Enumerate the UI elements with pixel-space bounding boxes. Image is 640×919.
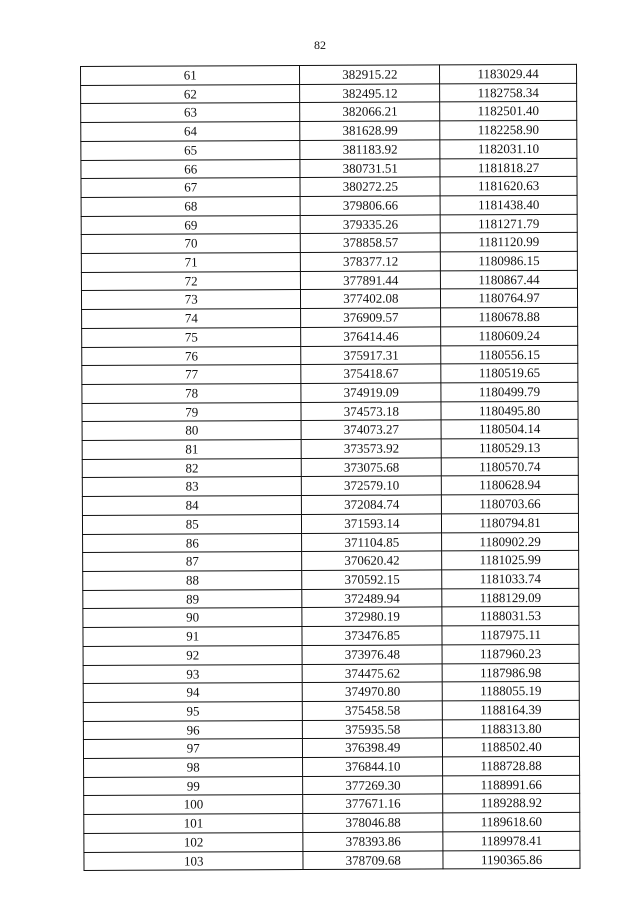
table-row bbox=[82, 345, 578, 366]
x-coordinate-cell: 372084.74 bbox=[302, 495, 442, 514]
point-number-cell: 72 bbox=[81, 271, 301, 291]
table-row bbox=[84, 794, 580, 815]
point-number-cell: 69 bbox=[81, 215, 301, 235]
point-number-cell: 90 bbox=[83, 608, 303, 628]
point-number-cell: 80 bbox=[82, 421, 302, 441]
point-number-cell: 100 bbox=[84, 795, 304, 815]
point-number-cell: 102 bbox=[84, 832, 304, 852]
y-coordinate-cell: 1180504.14 bbox=[441, 420, 578, 439]
table-row bbox=[81, 270, 577, 291]
y-coordinate-cell: 1187986.98 bbox=[442, 663, 579, 682]
point-number-cell: 61 bbox=[81, 66, 301, 86]
point-number-cell: 86 bbox=[83, 533, 303, 553]
point-number-cell: 91 bbox=[83, 627, 303, 647]
x-coordinate-cell: 379806.66 bbox=[301, 196, 441, 215]
x-coordinate-cell: 378858.57 bbox=[301, 233, 441, 252]
x-coordinate-cell: 378377.12 bbox=[301, 252, 441, 271]
y-coordinate-cell: 1180867.44 bbox=[441, 270, 578, 289]
y-coordinate-cell: 1180609.24 bbox=[441, 326, 578, 345]
x-coordinate-cell: 382495.12 bbox=[300, 84, 440, 103]
x-coordinate-cell: 376398.49 bbox=[303, 738, 443, 757]
x-coordinate-cell: 374073.27 bbox=[301, 420, 441, 439]
y-coordinate-cell: 1188313.80 bbox=[443, 719, 580, 738]
point-number-cell: 97 bbox=[83, 739, 303, 759]
y-coordinate-cell: 1188031.53 bbox=[442, 607, 579, 626]
table-row bbox=[81, 214, 577, 235]
table-row bbox=[81, 251, 577, 272]
table-row bbox=[82, 326, 578, 347]
x-coordinate-cell: 372489.94 bbox=[302, 589, 442, 608]
y-coordinate-cell: 1180495.80 bbox=[441, 401, 578, 420]
y-coordinate-cell: 1189288.92 bbox=[443, 794, 580, 813]
x-coordinate-cell: 370592.15 bbox=[302, 570, 442, 589]
table-row bbox=[83, 625, 579, 646]
x-coordinate-cell: 376414.46 bbox=[301, 327, 441, 346]
x-coordinate-cell: 378046.88 bbox=[303, 813, 443, 832]
table-row bbox=[84, 775, 580, 796]
table-row bbox=[83, 569, 579, 590]
table-row bbox=[83, 607, 579, 628]
x-coordinate-cell: 375418.67 bbox=[301, 364, 441, 383]
x-coordinate-cell: 374475.62 bbox=[303, 663, 443, 682]
x-coordinate-cell: 381183.92 bbox=[300, 140, 440, 159]
point-number-cell: 64 bbox=[81, 122, 301, 142]
table-row bbox=[82, 457, 578, 478]
table-row bbox=[83, 719, 579, 740]
y-coordinate-cell: 1182501.40 bbox=[440, 102, 577, 121]
y-coordinate-cell: 1188164.39 bbox=[442, 700, 579, 719]
point-number-cell: 65 bbox=[81, 140, 301, 160]
table-row bbox=[82, 513, 578, 534]
y-coordinate-cell: 1181025.99 bbox=[442, 551, 579, 570]
table-row bbox=[83, 682, 579, 703]
point-number-cell: 95 bbox=[83, 701, 303, 721]
x-coordinate-cell: 373075.68 bbox=[302, 458, 442, 477]
point-number-cell: 87 bbox=[83, 552, 303, 572]
point-number-cell: 98 bbox=[84, 758, 304, 778]
x-coordinate-cell: 378393.86 bbox=[303, 832, 443, 851]
point-number-cell: 85 bbox=[82, 514, 302, 534]
x-coordinate-cell: 374919.09 bbox=[301, 383, 441, 402]
point-number-cell: 79 bbox=[82, 402, 302, 422]
x-coordinate-cell: 371104.85 bbox=[302, 533, 442, 552]
table-row bbox=[81, 120, 577, 141]
table-row bbox=[81, 177, 577, 198]
table-body bbox=[81, 64, 581, 870]
x-coordinate-cell: 373476.85 bbox=[302, 626, 442, 645]
x-coordinate-cell: 377891.44 bbox=[301, 271, 441, 290]
point-number-cell: 99 bbox=[84, 776, 304, 796]
x-coordinate-cell: 375917.31 bbox=[301, 345, 441, 364]
table-row bbox=[81, 139, 577, 160]
table-row bbox=[83, 663, 579, 684]
y-coordinate-cell: 1180678.88 bbox=[441, 307, 578, 326]
y-coordinate-cell: 1181120.99 bbox=[440, 233, 577, 252]
table-row bbox=[82, 476, 578, 497]
point-number-cell: 68 bbox=[81, 196, 301, 216]
y-coordinate-cell: 1180794.81 bbox=[442, 513, 579, 532]
x-coordinate-cell: 377269.30 bbox=[303, 776, 443, 795]
y-coordinate-cell: 1188728.88 bbox=[443, 756, 580, 775]
table-row bbox=[82, 495, 578, 516]
x-coordinate-cell: 376844.10 bbox=[303, 757, 443, 776]
table-row bbox=[82, 401, 578, 422]
point-number-cell: 77 bbox=[82, 365, 302, 385]
point-number-cell: 66 bbox=[81, 159, 301, 179]
point-number-cell: 67 bbox=[81, 178, 301, 198]
x-coordinate-cell: 375935.58 bbox=[303, 720, 443, 739]
x-coordinate-cell: 382066.21 bbox=[300, 102, 440, 121]
y-coordinate-cell: 1190365.86 bbox=[443, 850, 580, 869]
y-coordinate-cell: 1182758.34 bbox=[440, 83, 577, 102]
y-coordinate-cell: 1180902.29 bbox=[442, 532, 579, 551]
y-coordinate-cell: 1181271.79 bbox=[440, 214, 577, 233]
table-row bbox=[83, 738, 579, 759]
y-coordinate-cell: 1180499.79 bbox=[441, 382, 578, 401]
table-row bbox=[82, 307, 578, 328]
point-number-cell: 89 bbox=[83, 589, 303, 609]
y-coordinate-cell: 1189978.41 bbox=[443, 831, 580, 850]
point-number-cell: 62 bbox=[81, 84, 301, 104]
table-row bbox=[81, 64, 577, 85]
x-coordinate-cell: 381628.99 bbox=[300, 121, 440, 140]
y-coordinate-cell: 1180986.15 bbox=[441, 251, 578, 270]
y-coordinate-cell: 1180529.13 bbox=[441, 438, 578, 457]
table-row bbox=[82, 382, 578, 403]
y-coordinate-cell: 1180519.65 bbox=[441, 364, 578, 383]
x-coordinate-cell: 380731.51 bbox=[300, 158, 440, 177]
point-number-cell: 101 bbox=[84, 814, 304, 834]
y-coordinate-cell: 1187975.11 bbox=[442, 625, 579, 644]
x-coordinate-cell: 380272.25 bbox=[300, 177, 440, 196]
x-coordinate-cell: 379335.26 bbox=[301, 215, 441, 234]
point-number-cell: 96 bbox=[83, 720, 303, 740]
point-number-cell: 76 bbox=[82, 346, 302, 366]
x-coordinate-cell: 372980.19 bbox=[302, 607, 442, 626]
table-row bbox=[82, 438, 578, 459]
x-coordinate-cell: 382915.22 bbox=[300, 65, 440, 84]
y-coordinate-cell: 1183029.44 bbox=[440, 64, 577, 83]
point-number-cell: 63 bbox=[81, 103, 301, 123]
point-number-cell: 75 bbox=[82, 327, 302, 347]
point-number-cell: 78 bbox=[82, 383, 302, 403]
point-number-cell: 73 bbox=[81, 290, 301, 310]
x-coordinate-cell: 371593.14 bbox=[302, 514, 442, 533]
y-coordinate-cell: 1188502.40 bbox=[443, 738, 580, 757]
table-row bbox=[82, 420, 578, 441]
x-coordinate-cell: 373976.48 bbox=[302, 645, 442, 664]
table-row bbox=[81, 195, 577, 216]
point-number-cell: 93 bbox=[83, 664, 303, 684]
x-coordinate-cell: 374573.18 bbox=[301, 402, 441, 421]
point-number-cell: 94 bbox=[83, 683, 303, 703]
x-coordinate-cell: 377402.08 bbox=[301, 289, 441, 308]
x-coordinate-cell: 374970.80 bbox=[303, 682, 443, 701]
x-coordinate-cell: 375458.58 bbox=[303, 701, 443, 720]
x-coordinate-cell: 378709.68 bbox=[303, 850, 443, 869]
y-coordinate-cell: 1180628.94 bbox=[441, 476, 578, 495]
table-row bbox=[83, 588, 579, 609]
y-coordinate-cell: 1188129.09 bbox=[442, 588, 579, 607]
y-coordinate-cell: 1181033.74 bbox=[442, 569, 579, 588]
page-number: 82 bbox=[314, 38, 326, 52]
table-row bbox=[83, 700, 579, 721]
table-row bbox=[83, 532, 579, 553]
point-number-cell: 103 bbox=[84, 851, 304, 871]
y-coordinate-cell: 1182031.10 bbox=[440, 139, 577, 158]
table-row bbox=[81, 289, 577, 310]
table-row bbox=[82, 364, 578, 385]
point-number-cell: 71 bbox=[81, 253, 301, 273]
table-row bbox=[81, 233, 577, 254]
table-row bbox=[84, 831, 580, 852]
y-coordinate-cell: 1181818.27 bbox=[440, 158, 577, 177]
x-coordinate-cell: 373573.92 bbox=[302, 439, 442, 458]
y-coordinate-cell: 1188991.66 bbox=[443, 775, 580, 794]
table-row bbox=[81, 158, 577, 179]
x-coordinate-cell: 372579.10 bbox=[302, 476, 442, 495]
y-coordinate-cell: 1188055.19 bbox=[442, 682, 579, 701]
point-number-cell: 84 bbox=[82, 496, 302, 516]
y-coordinate-cell: 1182258.90 bbox=[440, 120, 577, 139]
table-row bbox=[83, 644, 579, 665]
x-coordinate-cell: 377671.16 bbox=[303, 794, 443, 813]
table-row bbox=[81, 83, 577, 104]
x-coordinate-cell: 370620.42 bbox=[302, 551, 442, 570]
y-coordinate-cell: 1180703.66 bbox=[442, 495, 579, 514]
table-row bbox=[83, 551, 579, 572]
table-row bbox=[84, 850, 580, 871]
table-row bbox=[84, 812, 580, 833]
point-number-cell: 92 bbox=[83, 645, 303, 665]
table-row bbox=[84, 756, 580, 777]
y-coordinate-cell: 1189618.60 bbox=[443, 812, 580, 831]
point-number-cell: 81 bbox=[82, 440, 302, 460]
y-coordinate-cell: 1180556.15 bbox=[441, 345, 578, 364]
x-coordinate-cell: 376909.57 bbox=[301, 308, 441, 327]
point-number-cell: 70 bbox=[81, 234, 301, 254]
point-number-cell: 74 bbox=[82, 309, 302, 329]
point-number-cell: 83 bbox=[82, 477, 302, 497]
coordinates-table bbox=[80, 64, 581, 871]
y-coordinate-cell: 1187960.23 bbox=[442, 644, 579, 663]
y-coordinate-cell: 1180570.74 bbox=[441, 457, 578, 476]
y-coordinate-cell: 1180764.97 bbox=[441, 289, 578, 308]
table-row bbox=[81, 102, 577, 123]
y-coordinate-cell: 1181620.63 bbox=[440, 177, 577, 196]
point-number-cell: 82 bbox=[82, 458, 302, 478]
y-coordinate-cell: 1181438.40 bbox=[440, 195, 577, 214]
point-number-cell: 88 bbox=[83, 571, 303, 591]
